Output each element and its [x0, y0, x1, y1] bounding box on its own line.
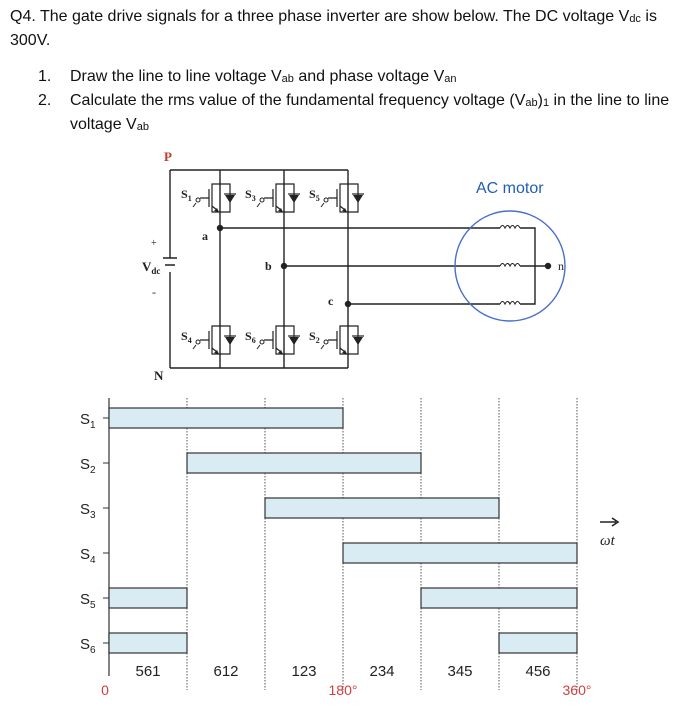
signal-label-s6: $S_6$ [80, 636, 96, 656]
node-n-dot [545, 263, 551, 269]
switch-s5-label: $S_5$ [309, 187, 320, 203]
switch-s6-label: $S_6$ [245, 329, 256, 345]
switch-s6 [257, 326, 300, 354]
node-c-label: c [328, 294, 334, 308]
node-a-label: a [202, 229, 208, 243]
winding-a [500, 226, 520, 229]
gate-pulse-s6-1 [499, 633, 577, 653]
gate-pulse-s1-0 [109, 408, 343, 428]
switch-s2-label: $S_2$ [309, 329, 320, 345]
signal-label-s2: $S_2$ [80, 456, 96, 476]
motor-star-connection [520, 228, 548, 304]
interval-label-2: 123 [291, 663, 317, 680]
question-title: Q4. The gate drive signals for a three phase inverter are show below. The DC voltage Vdc is 300V. [10, 8, 657, 49]
dc-source-symbol [163, 258, 177, 265]
interval-label-4: 345 [447, 663, 473, 680]
interval-label-1: 612 [213, 663, 239, 680]
switch-s3 [257, 184, 300, 212]
gate-pulse-s3-0 [265, 498, 499, 518]
angle-label-0: 0 [101, 682, 109, 698]
switch-s5 [321, 184, 364, 212]
switch-s4-label: $S_4$ [181, 329, 192, 345]
winding-b [500, 264, 520, 267]
interval-label-3: 234 [369, 663, 395, 680]
gate-pulse-s6-0 [109, 633, 187, 653]
motor-windings [500, 226, 520, 305]
vdc-label: $V_{dc}$ [142, 259, 161, 276]
vdc-minus-label: - [152, 285, 156, 299]
signal-label-s1: $S_1$ [80, 411, 96, 431]
question-item-1: 1. Draw the line to line voltage Vab and phase voltage Van [38, 68, 457, 85]
node-a-dot [217, 225, 223, 231]
time-axis-label: ωt [600, 533, 615, 549]
signal-label-s5: $S_5$ [80, 591, 96, 611]
motor-label: AC motor [476, 180, 544, 197]
node-p-label: P [164, 149, 172, 164]
signal-label-s3: $S_3$ [80, 501, 96, 521]
gate-pulse-s4-0 [343, 543, 577, 563]
switch-s4 [193, 326, 236, 354]
node-c-dot [345, 301, 351, 307]
node-n-motor-label: n [558, 259, 564, 273]
switch-s3-label: $S_3$ [245, 187, 256, 203]
switch-s2 [321, 326, 364, 354]
vdc-plus-label: + [151, 238, 157, 249]
node-n-label: N [154, 368, 164, 383]
gate-pulse-s5-1 [421, 588, 577, 608]
time-axis-arrow [600, 518, 618, 526]
dc-bus-lines [170, 170, 348, 368]
interval-label-5: 456 [525, 663, 551, 680]
angle-label-360: 360° [562, 682, 592, 698]
signal-label-s4: $S_4$ [80, 546, 96, 566]
interval-label-0: 561 [135, 663, 161, 680]
angle-label-180: 180° [328, 682, 358, 698]
question-item-2: 2. Calculate the rms value of the fundamental frequency voltage (Vab)1 in the line to line voltage Vab [38, 92, 670, 133]
winding-c [500, 302, 520, 305]
gate-pulse-s5-0 [109, 588, 187, 608]
switch-s1 [193, 184, 236, 212]
node-b-label: b [265, 259, 272, 273]
gate-pulse-s2-0 [187, 453, 421, 473]
switch-s1-label: $S_1$ [181, 187, 192, 203]
node-b-dot [281, 263, 287, 269]
